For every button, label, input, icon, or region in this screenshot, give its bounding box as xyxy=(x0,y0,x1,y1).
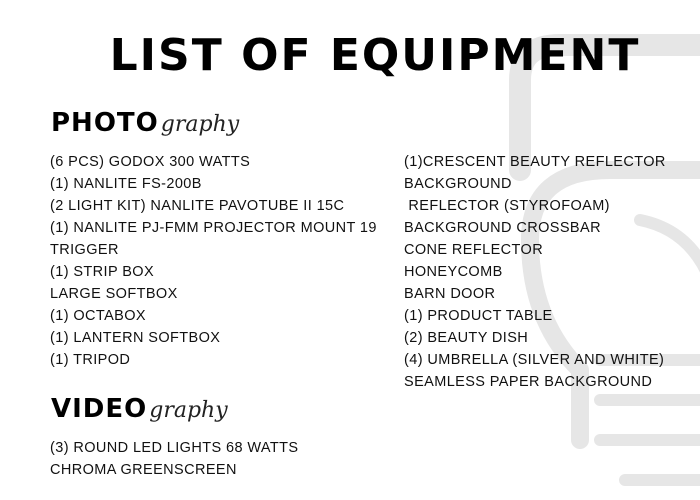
list-item: REFLECTOR (STYROFOAM) xyxy=(404,198,610,214)
videography-heading-script: graphy xyxy=(149,398,228,423)
list-item: (4) UMBRELLA (SILVER AND WHITE) xyxy=(404,352,665,368)
list-item: (2) BEAUTY DISH xyxy=(404,330,529,346)
list-item: (1) PRODUCT TABLE xyxy=(404,308,553,324)
list-item: BACKGROUND xyxy=(404,176,512,192)
list-item: (1) TRIPOD xyxy=(50,352,131,368)
photography-heading-bold: PHOTO xyxy=(51,108,159,138)
list-item: TRIGGER xyxy=(50,242,119,258)
list-item: (1) NANLITE FS-200B xyxy=(50,176,202,192)
list-item: (1) NANLITE PJ-FMM PROJECTOR MOUNT 19 xyxy=(50,220,377,236)
page-title: LIST OF EQUIPMENT xyxy=(109,30,641,81)
list-item: (1) OCTABOX xyxy=(50,308,146,324)
photography-heading xyxy=(51,108,239,138)
photography-list-left xyxy=(50,151,377,371)
photography-list-right xyxy=(404,151,666,393)
list-item: (6 PCS) GODOX 300 WATTS xyxy=(50,154,251,170)
list-item: CHROMA GREENSCREEN xyxy=(50,462,237,478)
photography-heading-script: graphy xyxy=(160,112,240,137)
list-item: CONE REFLECTOR xyxy=(404,242,544,258)
list-item: (2 LIGHT KIT) NANLITE PAVOTUBE II 15C xyxy=(50,198,345,214)
videography-list xyxy=(50,437,298,481)
list-item: BARN DOOR xyxy=(404,286,496,302)
list-item: (1)CRESCENT BEAUTY REFLECTOR xyxy=(404,154,666,170)
list-item: (1) STRIP BOX xyxy=(50,264,155,280)
list-item: SEAMLESS PAPER BACKGROUND xyxy=(404,374,653,390)
list-item: LARGE SOFTBOX xyxy=(50,286,178,302)
videography-heading xyxy=(51,394,228,424)
list-item: BACKGROUND CROSSBAR xyxy=(404,220,601,236)
list-item: (3) ROUND LED LIGHTS 68 WATTS xyxy=(50,440,299,456)
list-item: HONEYCOMB xyxy=(404,264,503,280)
videography-heading-bold: VIDEO xyxy=(51,394,148,424)
list-item: (1) LANTERN SOFTBOX xyxy=(50,330,221,346)
